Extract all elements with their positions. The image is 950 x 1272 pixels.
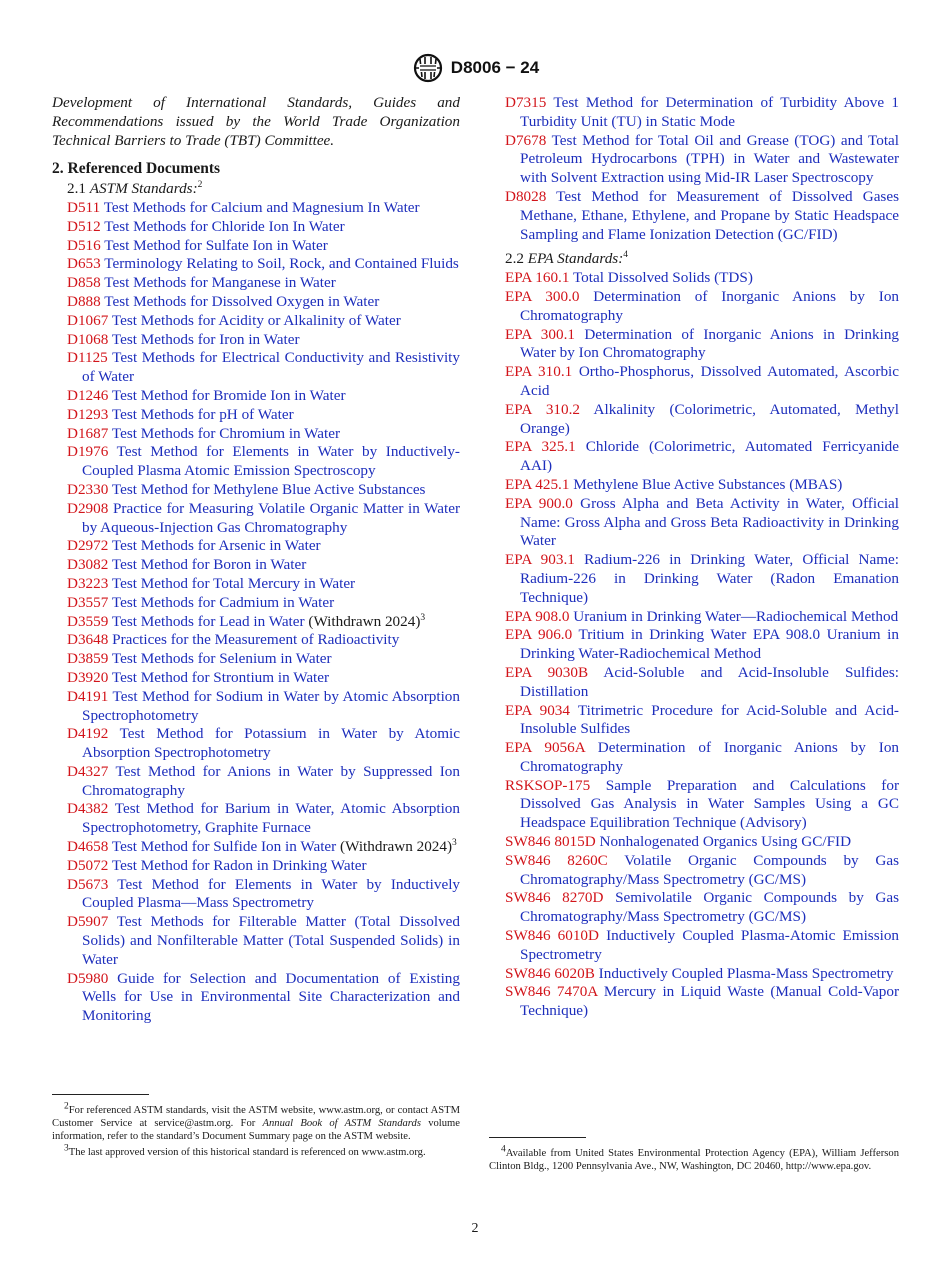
reference-item	[67, 387, 460, 406]
reference-item	[505, 702, 899, 740]
reference-title-link[interactable]: Test Methods for pH of Water	[111, 405, 294, 423]
astm-heading-footnote-ref[interactable]: 2	[197, 180, 203, 191]
reference-title-link[interactable]: Alkalinity (Colorimetric, Automated, Methyl Orange)	[520, 400, 899, 437]
reference-title-link[interactable]: Guide for Selection and Documentation of Existing Wells for Use in Environmental Site Characterization and Monitoring	[82, 969, 460, 1025]
reference-code-link[interactable]: SW846 8270D	[505, 889, 604, 907]
reference-code-link[interactable]: D1293	[67, 405, 109, 423]
reference-title-link[interactable]: Volatile Organic Compounds by Gas Chromatography/Mass Spectrometry (GC/MS)	[520, 851, 899, 888]
reference-code-link[interactable]: D7678	[505, 131, 547, 149]
reference-code-link[interactable]: D1976	[67, 443, 109, 461]
reference-title-link[interactable]: Test Method for Total Oil and Grease (TOG) and Total Petroleum Hydrocarbons (TPH) in Water and Wastewater with Solvent Extraction using Mid-IR Laser Spectroscopy	[520, 131, 899, 187]
reference-code-link[interactable]: D3859	[67, 650, 109, 668]
reference-item	[67, 913, 460, 969]
reference-title-link[interactable]: Test Methods for Selenium in Water	[111, 650, 332, 668]
reference-item	[67, 800, 460, 838]
reference-code-link[interactable]: EPA 908.0	[505, 607, 570, 625]
reference-item	[505, 833, 899, 852]
reference-code-link[interactable]: D3082	[67, 556, 109, 574]
reference-title-link[interactable]: Practice for Measuring Volatile Organic Matter in Water by Aqueous-Injection Gas Chromatography	[82, 499, 461, 536]
reference-title-link[interactable]: Test Methods for Dissolved Oxygen in Water	[104, 292, 380, 310]
footnote-ref[interactable]: 3	[420, 612, 426, 623]
page-header	[0, 52, 950, 84]
epa-standards-heading	[505, 250, 899, 269]
reference-title-link[interactable]: Test Method for Elements in Water by Inductively-Coupled Plasma Atomic Emission Spectroscopy	[82, 443, 460, 480]
footnote-3-number: 3	[64, 1143, 69, 1154]
reference-code-link[interactable]: D4658	[67, 838, 109, 856]
reference-item	[505, 852, 899, 890]
reference-item	[67, 443, 460, 481]
reference-code-link[interactable]: SW846 6010D	[505, 927, 599, 945]
reference-code-link[interactable]: D4327	[67, 762, 109, 780]
reference-item	[505, 889, 899, 927]
reference-code-link[interactable]: EPA 9056A	[505, 739, 585, 757]
reference-code-link[interactable]: EPA 325.1	[505, 438, 576, 456]
reference-item	[505, 476, 899, 495]
reference-item	[67, 331, 460, 350]
reference-title-link[interactable]: Test Method for Sodium in Water by Atomic Absorption Spectrophotometry	[82, 687, 460, 724]
reference-title-link[interactable]: Test Method for Strontium in Water	[111, 668, 330, 686]
reference-item	[67, 631, 460, 650]
reference-item	[67, 425, 460, 444]
reference-title-link[interactable]: Test Methods for Chloride Ion In Water	[104, 217, 345, 235]
reference-item	[67, 594, 460, 613]
reference-title-link[interactable]: Nonhalogenated Organics Using GC/FID	[599, 833, 852, 851]
reference-code-link[interactable]: D2908	[67, 499, 109, 517]
footnote-divider-left	[52, 1094, 149, 1095]
reference-item	[505, 983, 899, 1021]
footnotes-left	[52, 1101, 460, 1161]
reference-title-link[interactable]: Test Methods for Lead in Water	[111, 612, 305, 630]
reference-title-link[interactable]: Titrimetric Procedure for Acid-Soluble and Acid-Insoluble Sulfides	[520, 701, 899, 738]
reference-item	[67, 970, 460, 1026]
reference-title-link[interactable]: Semivolatile Organic Compounds by Gas Chromatography/Mass Spectrometry (GC/MS)	[520, 889, 899, 926]
reference-title-link[interactable]: Uranium in Drinking Water—Radiochemical Method	[573, 607, 899, 625]
reference-code-link[interactable]: D5980	[67, 969, 109, 987]
reference-code-link[interactable]: D3920	[67, 668, 109, 686]
footnote-2: $^2$For referenced ASTM standards, visit the ASTM website, www.astm.org, or contact ASTM Customer Service at service@astm.org. For Annual Book of ASTM Standards volume information, refer to the standard’s Document Summary page on the ASTM website.	[52, 1101, 460, 1143]
reference-item	[67, 481, 460, 500]
astm-logo-icon	[411, 52, 445, 84]
reference-title-link[interactable]: Chloride (Colorimetric, Automated Ferricyanide AAI)	[520, 438, 899, 475]
epa-standards-list	[505, 269, 899, 1021]
reference-item	[505, 438, 899, 476]
reference-code-link[interactable]: D512	[67, 217, 101, 235]
footnotes-right	[489, 1144, 899, 1175]
reference-status: (Withdrawn 2024)	[304, 612, 421, 630]
reference-title-link[interactable]: Terminology Relating to Soil, Rock, and Contained Fluids	[104, 255, 459, 273]
reference-title-link[interactable]: Methylene Blue Active Substances (MBAS)	[573, 475, 843, 493]
astm-heading-label: ASTM Standards:	[89, 180, 198, 198]
reference-item	[67, 669, 460, 688]
footnote-4-number: 4	[501, 1144, 506, 1155]
reference-status: (Withdrawn 2024)	[336, 838, 453, 856]
reference-code-link[interactable]: EPA 300.1	[505, 325, 575, 343]
page-number: 2	[471, 1221, 479, 1236]
reference-code-link[interactable]: D5673	[67, 875, 109, 893]
reference-title-link[interactable]: Practices for the Measurement of Radioactivity	[112, 631, 400, 649]
reference-code-link[interactable]: D3223	[67, 574, 109, 592]
reference-item	[67, 199, 460, 218]
astm-heading-number: 2.1	[67, 180, 86, 198]
reference-item	[505, 777, 899, 833]
reference-item	[67, 650, 460, 669]
reference-item	[67, 312, 460, 331]
epa-heading-label: EPA Standards:	[527, 250, 624, 268]
reference-title-link[interactable]: Test Method for Sulfate Ion in Water	[104, 236, 328, 254]
reference-item	[67, 838, 460, 857]
reference-code-link[interactable]: EPA 9030B	[505, 663, 589, 681]
reference-code-link[interactable]: SW846 6020B	[505, 964, 595, 982]
reference-code-link[interactable]: RSKSOP-175	[505, 776, 591, 794]
reference-code-link[interactable]: EPA 300.0	[505, 287, 580, 305]
reference-item	[505, 94, 899, 132]
reference-title-link[interactable]: Test Method for Total Mercury in Water	[111, 574, 356, 592]
reference-title-link[interactable]: Test Methods for Filterable Matter (Total Dissolved Solids) and Nonfilterable Matter (Total Suspended Solids) in Water	[82, 913, 460, 968]
reference-title-link[interactable]: Mercury in Liquid Waste (Manual Cold-Vapor Technique)	[520, 983, 900, 1020]
reference-code-link[interactable]: D1067	[67, 311, 109, 329]
reference-title-link[interactable]: Acid-Soluble and Acid-Insoluble Sulfides: Distillation	[520, 663, 899, 700]
reference-title-link[interactable]: Test Methods for Manganese in Water	[104, 274, 336, 292]
reference-title-link[interactable]: Test Methods for Acidity or Alkalinity of Water	[111, 311, 401, 329]
reference-code-link[interactable]: SW846 7470A	[505, 983, 598, 1001]
reference-item	[67, 406, 460, 425]
reference-code-link[interactable]: EPA 906.0	[505, 626, 573, 644]
epa-heading-footnote-ref[interactable]: 4	[623, 250, 629, 261]
reference-title-link[interactable]: Test Method for Measurement of Dissolved Gases Methane, Ethane, Ethylene, and Propane by Static Headspace Sampling and Flame Ionization Detection (GC/FID)	[520, 187, 899, 243]
reference-title-link[interactable]: Test Method for Elements in Water by Inductively Coupled Plasma—Mass Spectrometry	[82, 875, 461, 912]
reference-title-link[interactable]: Test Method for Radon in Drinking Water	[111, 856, 367, 874]
intro-paragraph: Development of International Standards, Guides and Recommendations issued by the World Trade Organization Technical Barriers to Trade (TBT) Committee.	[52, 94, 460, 149]
reference-code-link[interactable]: EPA 160.1	[505, 269, 570, 287]
reference-title-link[interactable]: Test Methods for Cadmium in Water	[111, 593, 335, 611]
reference-item	[67, 255, 460, 274]
reference-item	[505, 401, 899, 439]
reference-item	[67, 218, 460, 237]
section-title: 2. Referenced Documents	[52, 160, 221, 178]
reference-item	[67, 688, 460, 726]
reference-item	[505, 739, 899, 777]
reference-item	[67, 537, 460, 556]
reference-title-link[interactable]: Test Methods for Chromium in Water	[111, 424, 341, 442]
right-column	[505, 94, 899, 1021]
reference-title-link[interactable]: Test Method for Anions in Water by Suppressed Ion Chromatography	[82, 762, 460, 799]
footnote-3: $^3$The last approved version of this historical standard is referenced on www.astm.org.	[64, 1143, 426, 1158]
reference-item	[67, 876, 460, 914]
reference-code-link[interactable]: D2972	[67, 537, 109, 555]
reference-item	[67, 349, 460, 387]
reference-item	[505, 927, 899, 965]
reference-item	[505, 965, 899, 984]
footnote-ref[interactable]: 3	[452, 838, 457, 849]
reference-item	[505, 626, 899, 664]
reference-title-link[interactable]: Tritium in Drinking Water EPA 908.0 Uranium in Drinking Water-Radiochemical Method	[520, 626, 899, 663]
reference-code-link[interactable]: D1687	[67, 424, 109, 442]
astm-standards-heading	[67, 180, 460, 199]
reference-title-link[interactable]: Determination of Inorganic Anions in Drinking Water by Ion Chromatography	[520, 325, 900, 362]
reference-code-link[interactable]: EPA 900.0	[505, 494, 573, 512]
reference-code-link[interactable]: D1068	[67, 330, 109, 348]
reference-title-link[interactable]: Ortho-Phosphorus, Dissolved Automated, Ascorbic Acid	[520, 363, 899, 399]
reference-item	[67, 857, 460, 876]
reference-title-link[interactable]: Total Dissolved Solids (TDS)	[572, 269, 753, 287]
reference-code-link[interactable]: EPA 310.2	[505, 400, 580, 418]
reference-code-link[interactable]: EPA 425.1	[505, 475, 570, 493]
reference-code-link[interactable]: D1125	[67, 349, 108, 367]
reference-code-link[interactable]: D8028	[505, 187, 547, 205]
left-column	[52, 94, 460, 1026]
reference-code-link[interactable]: D7315	[505, 94, 547, 111]
reference-code-link[interactable]: D516	[67, 236, 101, 254]
reference-code-link[interactable]: D4382	[67, 800, 109, 818]
reference-title-link[interactable]: Test Methods for Electrical Conductivity and Resistivity of Water	[82, 349, 460, 386]
reference-title-link[interactable]: Test Method for Sulfide Ion in Water	[111, 838, 337, 856]
reference-title-link[interactable]: Test Method for Bromide Ion in Water	[111, 386, 346, 404]
reference-title-link[interactable]: Inductively Coupled Plasma-Atomic Emission Spectrometry	[520, 927, 900, 963]
reference-item	[67, 293, 460, 312]
reference-title-link[interactable]: Test Methods for Calcium and Magnesium In Water	[103, 198, 420, 216]
reference-title-link[interactable]: Test Methods for Iron in Water	[111, 330, 300, 348]
reference-title-link[interactable]: Determination of Inorganic Anions by Ion Chromatography	[520, 287, 900, 324]
footnote-divider-right	[489, 1137, 586, 1138]
reference-title-link[interactable]: Test Method for Potassium in Water by Atomic Absorption Spectrophotometry	[82, 725, 460, 762]
reference-title-link[interactable]: Radium-226 in Drinking Water, Official Name: Radium-226 in Drinking Water (Radon Emanation Technique)	[520, 551, 900, 606]
reference-code-link[interactable]: D4191	[67, 687, 109, 705]
reference-item	[505, 288, 899, 326]
footnote-2-number: 2	[64, 1101, 69, 1112]
reference-item	[505, 188, 899, 244]
reference-title-link[interactable]: Determination of Inorganic Anions by Ion Chromatography	[520, 739, 900, 775]
reference-item	[505, 269, 899, 288]
reference-item	[505, 495, 899, 551]
reference-item	[505, 664, 899, 702]
footnote-4: $^4$Available from United States Environmental Protection Agency (EPA), William Jefferson Clinton Bldg., 1200 Pennsylvania Ave., NW, Washington, DC 20460, http://www.epa.gov.	[489, 1144, 899, 1173]
reference-code-link[interactable]: EPA 9034	[505, 701, 570, 719]
reference-code-link[interactable]: SW846 8015D	[505, 833, 596, 851]
reference-code-link[interactable]: D3559	[67, 612, 109, 630]
reference-code-link[interactable]: D888	[67, 292, 101, 310]
reference-item	[505, 551, 899, 607]
reference-item	[67, 500, 460, 538]
reference-title-link[interactable]: Test Methods for Arsenic in Water	[111, 537, 321, 555]
reference-title-link[interactable]: Test Method for Methylene Blue Active Substances	[111, 480, 426, 498]
astm-standards-list-continued	[505, 94, 899, 244]
reference-item	[505, 326, 899, 364]
reference-item	[67, 556, 460, 575]
reference-item	[505, 608, 899, 627]
epa-heading-number: 2.2	[505, 250, 524, 268]
reference-title-link[interactable]: Gross Alpha and Beta Activity in Water, Official Name: Gross Alpha and Gross Beta Radioactivity in Drinking Water	[520, 494, 899, 550]
reference-title-link[interactable]: Test Method for Boron in Water	[111, 556, 307, 574]
reference-item	[67, 613, 460, 632]
reference-title-link[interactable]: Test Method for Barium in Water, Atomic Absorption Spectrophotometry, Graphite Furnace	[82, 800, 460, 837]
reference-code-link[interactable]: D653	[67, 255, 101, 273]
reference-title-link[interactable]: Sample Preparation and Calculations for Dissolved Gas Analysis in Water Samples Using a GC Headspace Equilibration Technique (Advisory)	[520, 776, 900, 832]
reference-item	[505, 363, 899, 401]
reference-code-link[interactable]: D511	[67, 198, 101, 216]
reference-code-link[interactable]: D3557	[67, 593, 109, 611]
astm-standards-list	[67, 199, 460, 1026]
reference-code-link[interactable]: D3648	[67, 631, 109, 649]
reference-title-link[interactable]: Inductively Coupled Plasma-Mass Spectrometry	[598, 964, 894, 982]
reference-code-link[interactable]: D5907	[67, 913, 109, 931]
reference-item	[67, 274, 460, 293]
reference-item	[67, 763, 460, 801]
reference-item	[67, 725, 460, 763]
reference-title-link[interactable]: Test Method for Determination of Turbidity Above 1 Turbidity Unit (TU) in Static Mode	[520, 94, 900, 130]
reference-code-link[interactable]: EPA 310.1	[505, 363, 573, 381]
reference-code-link[interactable]: EPA 903.1	[505, 551, 575, 569]
reference-item	[67, 575, 460, 594]
standard-designation: D8006 − 24	[450, 58, 540, 77]
reference-item	[67, 237, 460, 256]
reference-code-link[interactable]: SW846 8260C	[505, 851, 608, 869]
reference-code-link[interactable]: D858	[67, 274, 101, 292]
reference-code-link[interactable]: D5072	[67, 856, 109, 874]
reference-code-link[interactable]: D4192	[67, 725, 109, 743]
reference-code-link[interactable]: D2330	[67, 480, 109, 498]
reference-item	[505, 132, 899, 188]
reference-code-link[interactable]: D1246	[67, 386, 109, 404]
